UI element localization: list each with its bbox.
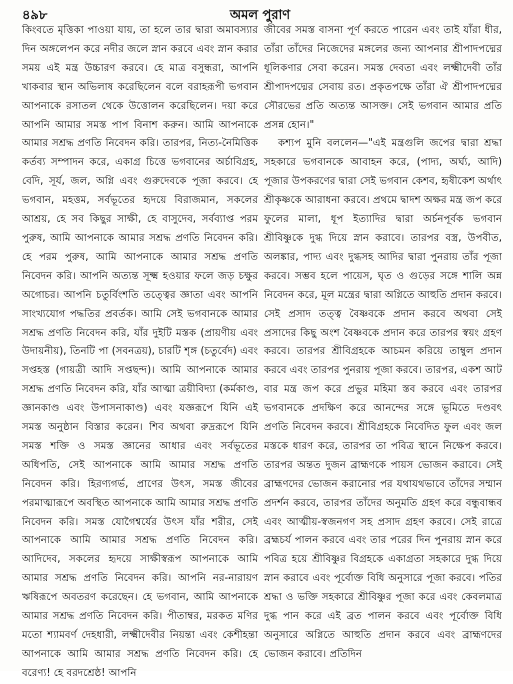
page-number: ৪৯৮	[22, 8, 48, 23]
running-title: অমল পুরাণ	[229, 8, 291, 23]
paragraph: জীবের সমস্ত বাসনা পূর্ণ করতে পারেন এবং তাই যাঁরা ধীর, তাঁরা তাঁদের নিজেদের মঙ্গলের জন্য আপনার শ্রীপাদপদ্মের ধূলিকণার সেবা করেন। সমস্ত দেবতা এবং লক্ষ্মীদেবী তাঁর শ্রীপাদপদ্মের সেবায় রত। প্রকৃতপক্ষে তাঁরা ঐ শ্রীপাদপদ্মের সৌরভের প্রতি অত্যন্ত আসক্ত। সেই ভগবান আমার প্রতি প্রসন্ন হোন।"	[264, 25, 502, 131]
left-text-column	[22, 22, 258, 679]
right-text-column	[264, 22, 502, 667]
paragraph: কশ্যপ মুনি বললেন—"এই মন্ত্রগুলি জপের দ্বারা শ্রদ্ধা সহকারে ভগবানকে আবাহন করে, (পাদ্য, অর্ঘ্য, আদি) পূজার উপকরণের দ্বারা সেই ভগবান কেশব, হৃষীকেশ অর্থাৎ শ্রীকৃষ্ণকে আরাধনা করবে। প্রথমে দ্বাদশ অক্ষর মন্ত্র জপ করে ফুলের মালা, ধূপ ইত্যাদির দ্বারা অর্চনপূর্বক ভগবান শ্রীবিষ্ণুকে দুগ্ধ দিয়ে স্নান করাবে। তারপর বস্ত্র, উপবীত, অলঙ্কার, পাদ্য এবং দুগ্ধসহ আদির দ্বারা পুনরায় তাঁর পূজা করবে। সম্ভব হলে পায়েস, ঘৃত ও গুড়ের সঙ্গে শালি অন্ন নিবেদন করে, মূল মন্ত্রের দ্বারা অগ্নিতে আহুতি প্রদান করবে। সেই প্রসাদ তত্ত্ব বৈষ্ণবকে প্রদান করবে অথবা সেই প্রসাদের কিছু অংশ বৈষ্ণবকে প্রদান করে তারপর স্বয়ং গ্রহণ করবে। তারপর শ্রীবিগ্রহকে আচমন করিয়ে তাম্বুল প্রদান করবে এবং তারপর পুনরায় পূজা করবে। তারপর, একশ আট বার মন্ত্র জপ করে প্রভুর মহিমা স্তব করবে এবং তারপর ভগবানকে প্রদক্ষিণ করে আনন্দের সঙ্গে ভূমিতে দণ্ডবৎ প্রণতি নিবেদন করবে। শ্রীবিগ্রহকে নিবেদিত ফুল এবং জল মস্তকে ধারণ করে, তারপর তা পবিত্র স্থানে নিক্ষেপ করবে। তারপর অন্তত দুজন ব্রাহ্মণকে পায়স ভোজন করাবে। সেই ব্রাহ্মণদের ভোজন করানোর পর যথাযথভাবে তাঁদের সম্মান প্রদর্শন করবে, তারপর তাঁদের অনুমতি গ্রহণ করে বন্ধুবান্ধব এবং আত্মীয়-স্বজনগণ সহ প্রসাদ গ্রহণ করবে। সেই রাত্রে ব্রহ্মচর্য পালন করবে এবং তার পরের দিন পুনরায় স্নান করে পবিত্র হয়ে শ্রীবিষ্ণুর বিগ্রহকে একাগ্রতা সহকারে দুগ্ধ দিয়ে স্নান করাবে এবং পূর্বোক্ত বিধি অনুসারে পূজা করবে। পতির শ্রদ্ধা ও ভক্তি সহকারে শ্রীবিষ্ণুর পূজা করে এবং কেবলমাত্র দুগ্ধ পান করে এই ব্রত পালন করবে এবং পূর্বোক্ত বিধি অনুসারে অগ্নিতে আহুতি প্রদান করবে এবং ব্রাহ্মণদের ভোজন করাবে। প্রতিদিন	[264, 138, 502, 660]
paragraph: কিংবতে মৃত্তিকা পাওয়া যায়, তা হলে তার দ্বারা অমাবস্যার দিন অঙ্গলেপন করে নদীর জলে স্নান করবে এবং স্নান করার সময় এই মন্ত্র উচ্চারণ করবে। হে মাত্র বসুন্ধরা, আপনি খাকবার স্থান অভিলাষ করেছিলেন বলে বরাহরূপী ভগবান আপনাকে রসাতল থেকে উত্তোলন করেছিলেন। দয়া করে আপনি আমার সমস্ত পাপ বিনাশ করুন। আমি আপনাকে আমার সশ্রদ্ধ প্রণতি নিবেদন করি। তারপর, নিত্য-নৈমিত্তিক কর্তব্য সম্পাদন করে, একাগ্র চিত্তে ভগবানের অর্চাবিগ্রহ, বেদি, সূর্য, জল, অগ্নি এবং গুরুদেবকে পূজা করবে। হে ভগবান, মহত্তম, সর্বভূতের হৃদয়ে বিরাজমান, সকলের আশ্রয়, হে সব কিছুর সাক্ষী, হে বাসুদেব, সর্বব্যাপ্ত পরম পুরুষ, আমি আপনাকে আমার সশ্রদ্ধ প্রণতি নিবেদন করি। হে পরম পুরুষ, আমি আপনাকে আমার সশ্রদ্ধ প্রণতি নিবেদন করি। আপনি অত্যন্ত সূক্ষ্ম হওয়ার ফলে জড় চক্ষুর অগোচর। আপনি চতুর্বিংশতি তত্ত্বের জ্ঞাতা এবং আপনি সাংখ্যযোগ পদ্ধতির প্রবর্তক। আমি সেই ভগবানকে আমার সশ্রদ্ধ প্রণতি নিবেদন করি, যাঁর দুইটি মস্তক (প্রায়ণীয় এবং উদায়নীয়), তিনটি পা (সবনত্রয়), চারটি শৃঙ্গ (চতুর্বেদ) এবং সপ্তহস্ত (গায়ত্রী আদি সপ্তছন্দ)। আমি আপনাকে আমার সশ্রদ্ধ প্রণতি নিবেদন করি, যাঁর আত্মা ত্রয়ীবিদ্যা (কর্মকাণ্ড, জ্ঞানকাণ্ড এবং উপাসনাকাণ্ড) এবং যজ্ঞরূপে যিনি এই সমস্ত অনুষ্ঠান বিস্তার করেন। শিব অথবা রুদ্ররূপে যিনি সমস্ত শক্তি ও সমস্ত জ্ঞানের আধার এবং সর্বভূতের অধিপতি, সেই আপনাকে আমি আমার সশ্রদ্ধ প্রণতি নিবেদন করি। হিরণ্যগর্ভ, প্রাণের উৎস, সমস্ত জীবের পরমাত্মারূপে অবস্থিত আপনাকে আমি আমার সশ্রদ্ধ প্রণতি নিবেদন করি। সমস্ত যোগৈশ্বর্যের উৎস যাঁর শরীর, সেই আপনাকে আমি আমার সশ্রদ্ধ প্রণতি নিবেদন করি। আদিদেব, সকলের হৃদয়ে সাক্ষীস্বরূপ আপনাকে আমি আমার সশ্রদ্ধ প্রণতি নিবেদন করি। আপনি নর-নারায়ণ ঋষিরূপে অবতরণ করেছেন। হে ভগবান, আমি আপনাকে আমার সশ্রদ্ধ প্রণতি নিবেদন করি। পীতাম্বর, মরকত মণির মতো শ্যামবর্ণ দেহধারী, লক্ষ্মীদেবীর নিয়ন্তা এবং কেশীহন্তা আপনাকে আমি আমার সশ্রদ্ধ প্রণতি নিবেদন করি। হে বরেণ্য! হে বরদশ্রেষ্ঠ! আপনি	[22, 25, 258, 679]
